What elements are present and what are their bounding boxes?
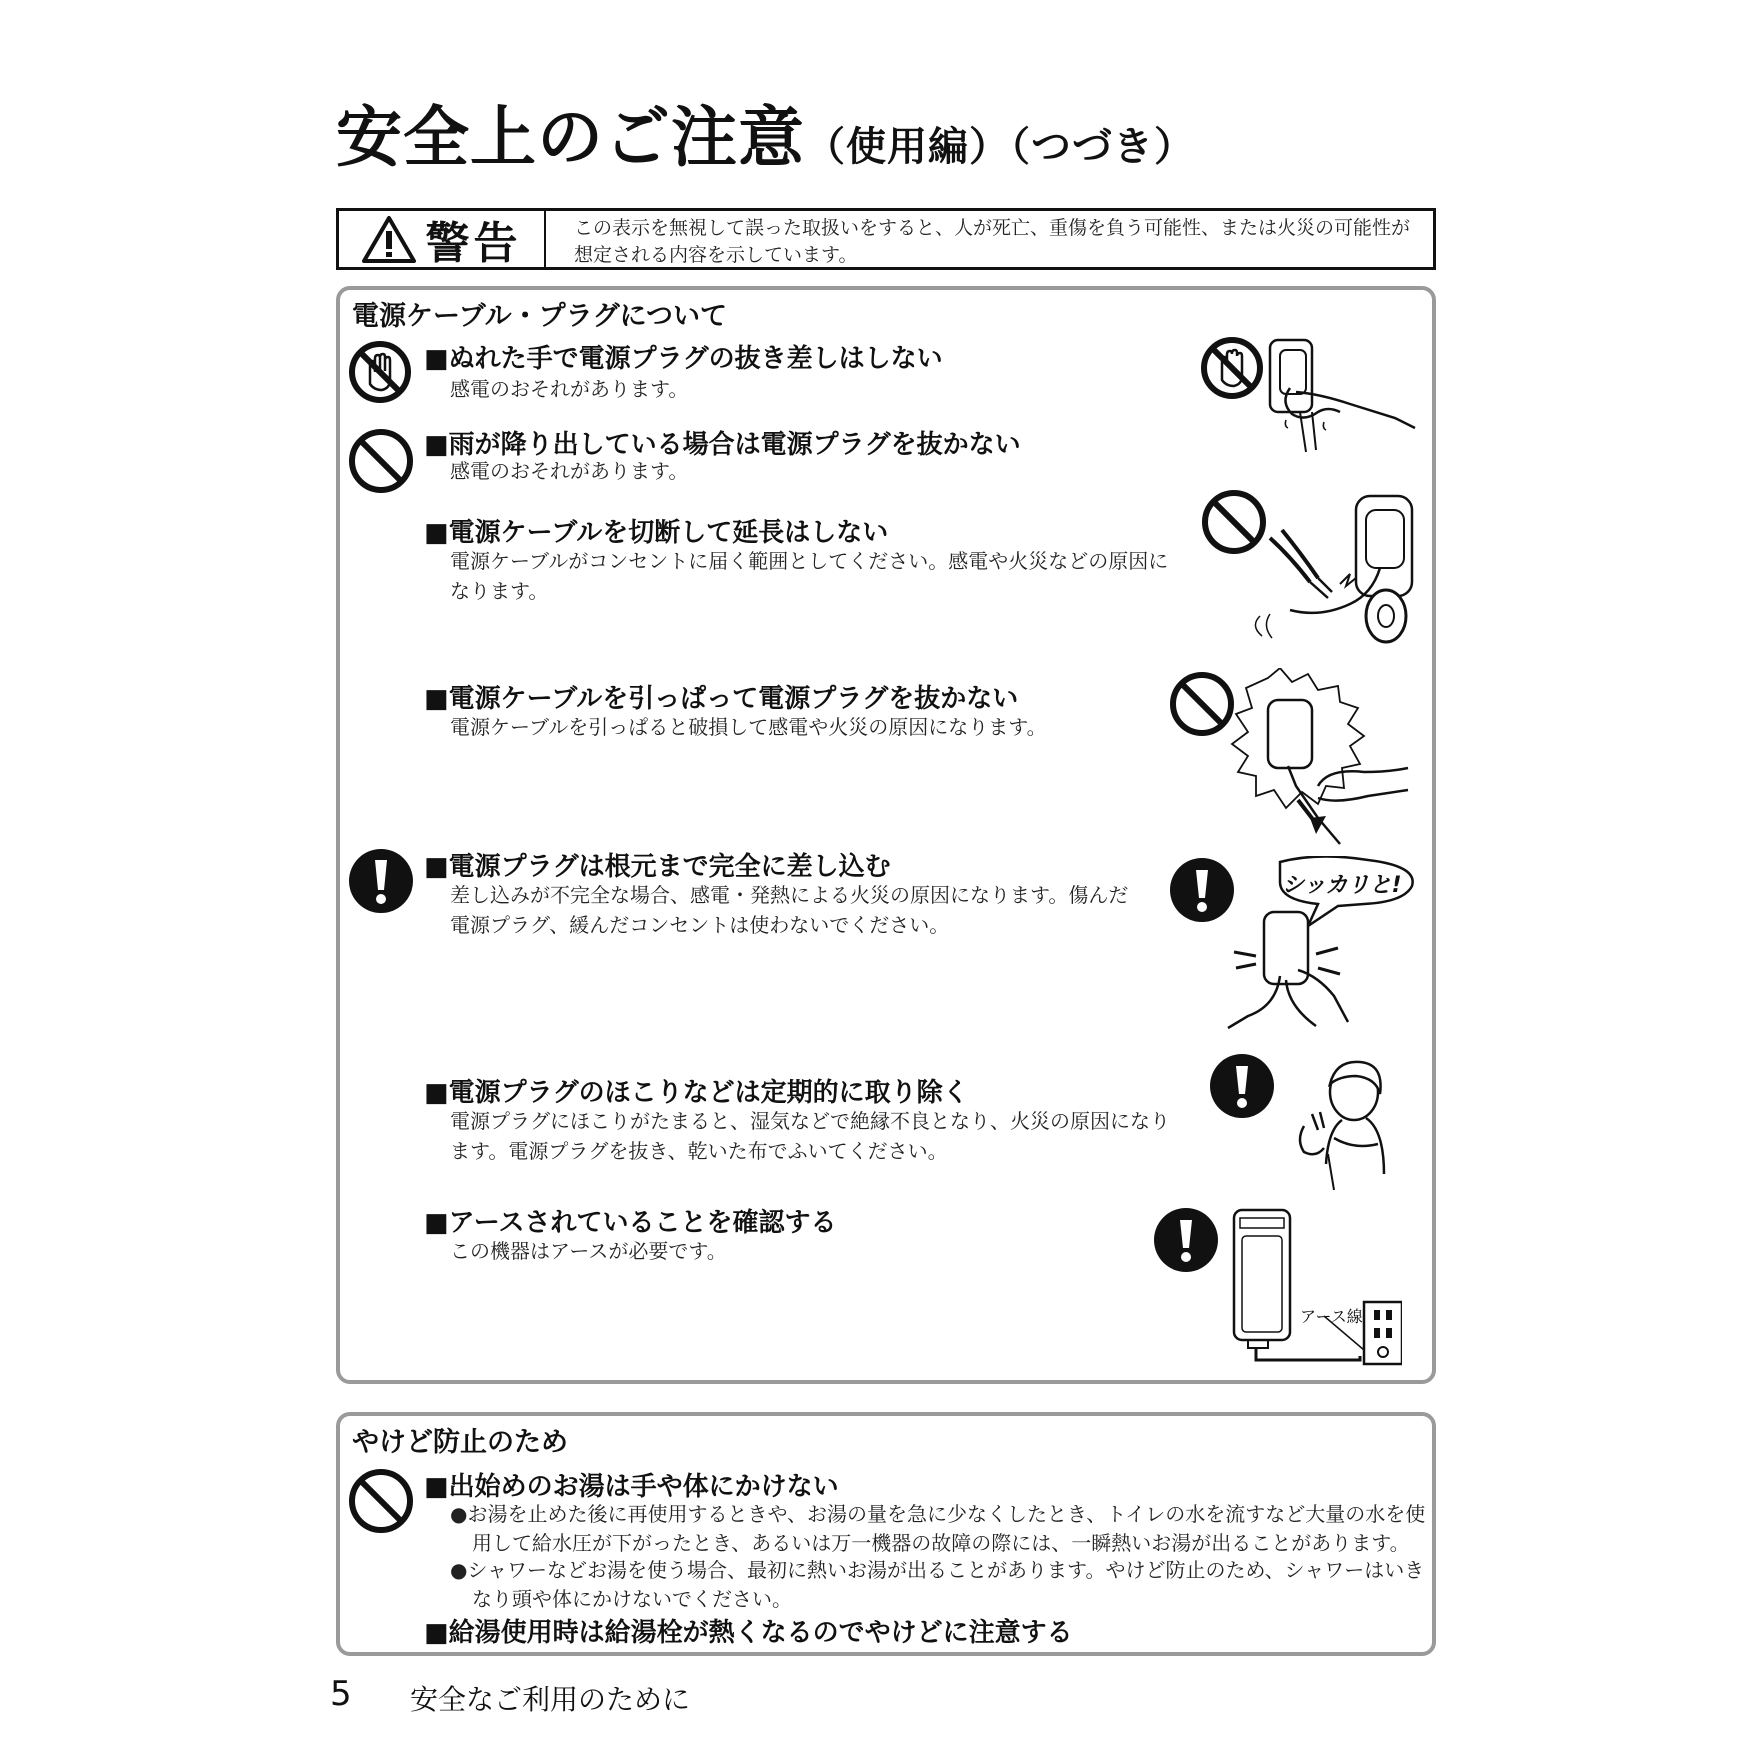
warning-triangle-icon xyxy=(362,215,416,263)
item-text: 電源プラグにほこりがたまると、湿気などで絶縁不良となり、火災の原因になります。電源プラグを抜き、乾いた布でふいてください。 xyxy=(450,1109,1170,1163)
item-text: 感電のおそれがあります。 xyxy=(450,459,689,483)
item-heading: ■電源プラグのほこりなどは定期的に取り除く xyxy=(424,1078,969,1108)
warning-label: 警告 xyxy=(425,218,522,269)
item-text: この機器はアースが必要です。 xyxy=(450,1239,727,1263)
warning-label-cell xyxy=(339,211,546,267)
section-title-power-cable: 電源ケーブル・プラグについて xyxy=(352,301,728,332)
page-title xyxy=(336,84,1195,179)
footer-section-title: 安全なご利用のために xyxy=(410,1683,691,1716)
item-heading: ■電源プラグは根元まで完全に差し込む xyxy=(424,852,891,882)
earth-wire-illustration xyxy=(1152,1206,1402,1372)
item-heading: ■雨が降り出している場合は電源プラグを抜かない xyxy=(424,430,1021,460)
item-text: 感電のおそれがあります。 xyxy=(450,377,689,401)
title-sub: （使用編）（つづき） xyxy=(805,124,1195,170)
item-heading: ■給湯使用時は給湯栓が熱くなるのでやけどに注意する xyxy=(424,1618,1073,1648)
cut-cable-illustration xyxy=(1200,486,1420,646)
item-heading: ■アースされていることを確認する xyxy=(424,1208,837,1238)
shikkari-label: シッカリと! xyxy=(1282,873,1402,898)
item-heading: ■電源ケーブルを切断して延長はしない xyxy=(424,518,889,548)
wet-hand-plug-illustration xyxy=(1200,332,1420,462)
prohibited-icon xyxy=(348,428,414,494)
item-text: 電源ケーブルを引っぱると破損して感電や火災の原因になります。 xyxy=(450,715,1047,739)
item-heading: ■電源ケーブルを引っぱって電源プラグを抜かない xyxy=(424,684,1019,714)
item-heading: ■ぬれた手で電源プラグの抜き差しはしない xyxy=(424,344,943,374)
page-number: 5 xyxy=(330,1674,352,1714)
mandatory-exclamation-icon xyxy=(348,848,414,914)
prohibited-icon xyxy=(348,1468,414,1534)
item-text: 差し込みが不完全な場合、感電・発熱による火災の原因になります。傷んだ電源プラグ、緩んだコンセントは使わないでください。 xyxy=(450,883,1129,937)
section-title-burn-prevention: やけど防止のため xyxy=(352,1427,568,1458)
item-text: 電源ケーブルがコンセントに届く範囲としてください。感電や火災などの原因になります。 xyxy=(450,549,1169,603)
earth-wire-label: アース線 xyxy=(1300,1307,1363,1326)
bullet-text: ●シャワーなどお湯を使う場合、最初に熱いお湯が出ることがあります。やけど防止のため、シャワーはいきなり頭や体にかけないでください。 xyxy=(450,1558,1425,1611)
item-heading: ■出始めのお湯は手や体にかけない xyxy=(424,1472,839,1502)
warning-description: この表示を無視して誤った取扱いをすると、人が死亡、重傷を負う可能性、または火災の可能性が想定される内容を示しています。 xyxy=(574,217,1411,266)
bullet-text: ●お湯を止めた後に再使用するときや、お湯の量を急に少なくしたとき、トイレの水を流すなど大量の水を使用して給水圧が下がったとき、あるいは万一機器の故障の際には、一瞬熱いお湯が出ることがあります。 xyxy=(450,1502,1426,1555)
pull-cable-illustration xyxy=(1168,668,1418,848)
title-main: 安全上のご注意 xyxy=(336,99,805,176)
wet-hand-prohibited-icon xyxy=(348,340,412,404)
warning-box xyxy=(336,208,1436,270)
clean-plug-illustration xyxy=(1208,1054,1398,1194)
